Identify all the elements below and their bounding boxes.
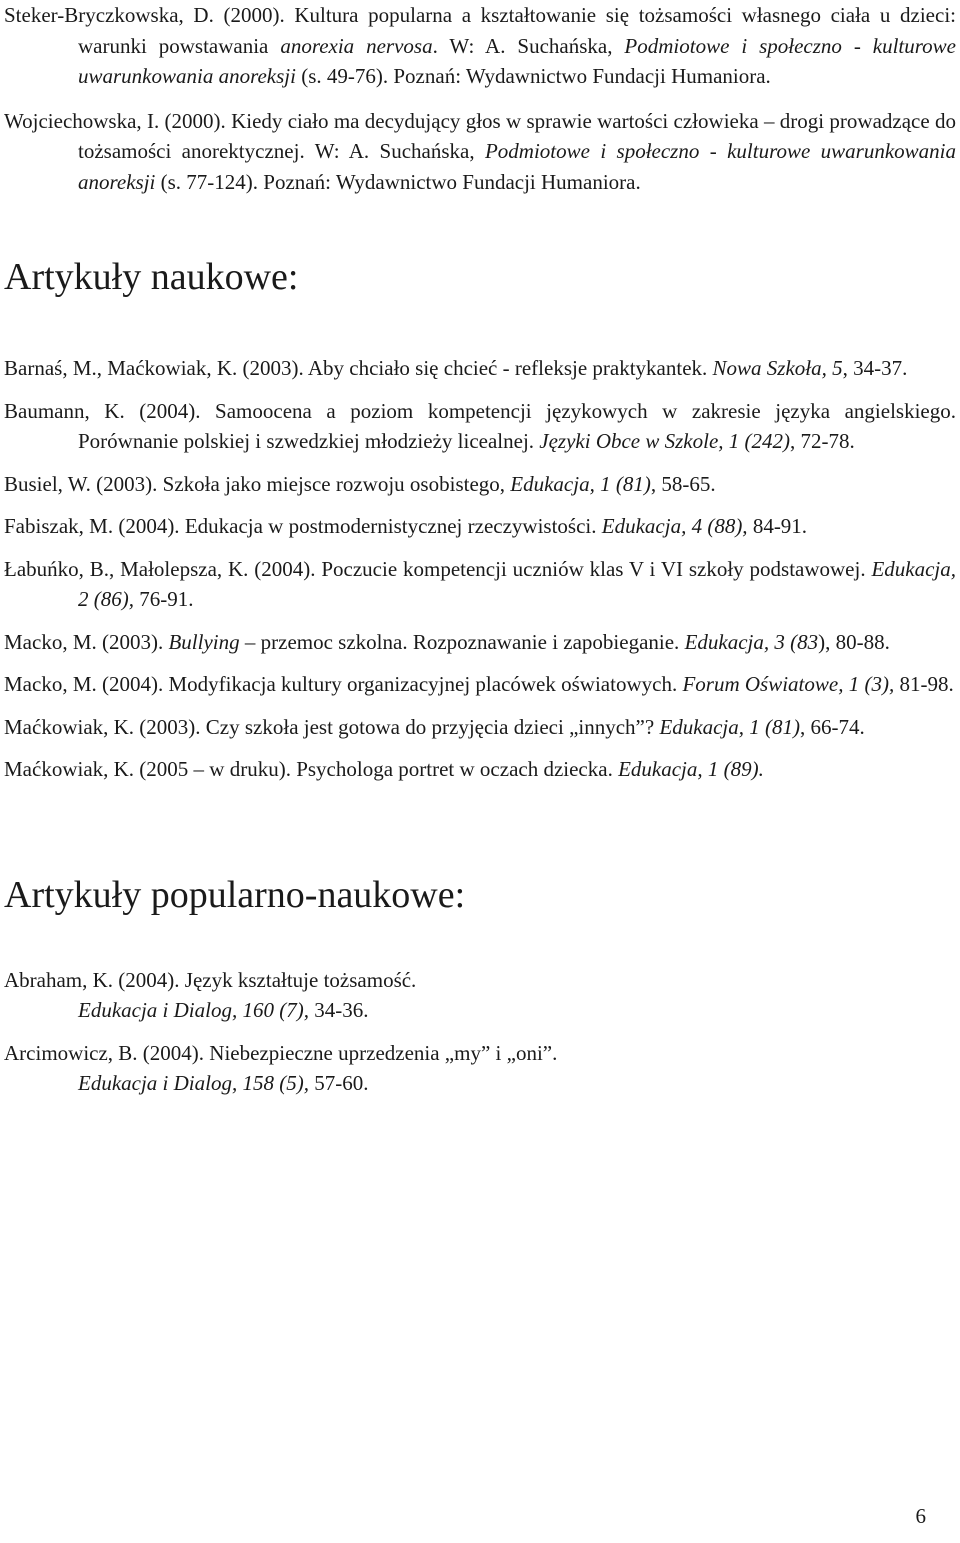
reference-journal: Edukacja i Dialog, 160 (7), (78, 998, 309, 1022)
reference-pages: 57-60. (308, 1071, 369, 1095)
reference-title: Czy szkoła jest gotowa do przyjęcia dzieci „innych”? (205, 714, 660, 739)
scientific-articles-list (4, 353, 956, 785)
reference-authors: Abraham, K. (2004). (4, 967, 185, 992)
reference-pages: , 72-78. (790, 429, 855, 453)
reference-title-italic: anorexia nervosa (280, 33, 433, 58)
reference-authors: Steker-Bryczkowska, D. (2000). (4, 3, 295, 27)
reference-entry (4, 754, 956, 785)
reference-title: Samoocena a poziom kompetencji językowych w zakresie języka angielskiego. Porównanie polskiej i szwedzkiej młodzieży licealnej. (78, 398, 956, 453)
reference-authors: Macko, M. (2003). (4, 629, 169, 654)
reference-title: Edukacja w postmodernistycznej rzeczywistości. (184, 514, 602, 538)
reference-editor: . W: A. Suchańska, (432, 33, 625, 58)
reference-title: Aby chciało się chcieć - refleksje praktykantek. (307, 356, 713, 380)
reference-authors: Fabiszak, M. (2004). (4, 514, 185, 538)
reference-authors: Barnaś, M., Maćkowiak, K. (2003). (4, 356, 308, 380)
reference-journal: Edukacja i Dialog, 158 (5), (78, 1071, 309, 1095)
reference-publisher: (s. 77-124). Poznań: Wydawnictwo Fundacji Humaniora. (155, 169, 641, 194)
reference-journal: Edukacja, 4 (88), (601, 514, 748, 538)
reference-entry (4, 965, 956, 1026)
reference-pages: , 66-74. (800, 714, 865, 739)
reference-entry (4, 353, 956, 384)
reference-book-title: Podmiotowe i społeczno - kulturowe uwarunkowania anoreksji (78, 139, 956, 194)
reference-entry (4, 511, 956, 542)
reference-journal: Edukacja, 1 (81) (510, 471, 651, 496)
reference-journal: Edukacja, 2 (86), (78, 556, 956, 611)
section-heading-scientific: Artykuły naukowe: (4, 256, 299, 298)
reference-title: – przemoc szkolna. Rozpoznawanie i zapobieganie. (239, 629, 685, 654)
reference-title: Język kształtuje tożsamość. (184, 967, 417, 992)
reference-entry (4, 712, 956, 743)
reference-entry (4, 396, 956, 457)
reference-title: Kiedy ciało ma decydujący głos w sprawie wartości człowieka – drogi prowadzące do tożsamości anorektycznej (78, 108, 956, 163)
reference-entry (4, 469, 956, 500)
reference-journal: Edukacja, 3 (83 (684, 629, 819, 654)
reference-authors: Macko, M. (2004). (4, 672, 169, 696)
reference-title: Szkoła jako miejsce rozwoju osobistego, (162, 471, 511, 496)
reference-entry (4, 106, 956, 198)
reference-pages: 81-98. (894, 672, 954, 696)
section-heading-popular: Artykuły popularno-naukowe: (4, 873, 466, 916)
reference-pages: 34-36. (308, 998, 369, 1022)
popular-articles-list (4, 965, 956, 1099)
reference-title: Modyfikacja kultury organizacyjnej placówek oświatowych. (168, 672, 683, 696)
reference-journal: Edukacja, 1 (89). (618, 757, 764, 781)
reference-authors: Maćkowiak, K. (2003). (4, 714, 206, 739)
reference-title: Niebezpieczne uprzedzenia „my” i „oni”. (209, 1040, 558, 1065)
reference-entry (4, 0, 956, 92)
reference-authors: Maćkowiak, K. (2005 – w druku). (4, 757, 297, 781)
reference-entry (4, 554, 956, 615)
reference-title: Kultura popularna a kształtowanie się tożsamości własnego ciała u dzieci: warunki powstawania (78, 3, 956, 58)
reference-title-italic: Bullying (168, 629, 240, 654)
reference-authors: Baumann, K. (2004). (4, 398, 216, 423)
page-number: 6 (915, 1504, 926, 1528)
reference-journal: Forum Oświatowe, 1 (3), (682, 672, 895, 696)
reference-entry (4, 1038, 956, 1099)
reference-pages: 76-91. (134, 587, 194, 611)
reference-title: Poczucie kompetencji uczniów klas V i VI szkoły podstawowej. (321, 556, 872, 581)
reference-entry (4, 627, 956, 658)
reference-authors: Wojciechowska, I. (2000). (4, 108, 232, 133)
reference-authors: Busiel, W. (2003). (4, 471, 163, 496)
reference-title: Psychologa portret w oczach dziecka. (296, 757, 619, 781)
reference-authors: Arcimowicz, B. (2004). (4, 1040, 210, 1065)
reference-authors: Łabuńko, B., Małolepsza, K. (2004). (4, 556, 322, 581)
document-page (4, 0, 956, 1099)
reference-editor: . W: A. Suchańska, (299, 139, 485, 163)
reference-pages: , 34-37. (842, 356, 908, 380)
reference-journal: Edukacja, 1 (81) (659, 714, 800, 739)
reference-journal: Języki Obce w Szkole, 1 (242) (539, 429, 791, 453)
reference-pages: 84-91. (747, 514, 808, 538)
reference-book-title: Podmiotowe i społeczno - kulturowe uwarunkowania anoreksji (78, 33, 956, 88)
reference-publisher: (s. 49-76). Poznań: Wydawnictwo Fundacji Humaniora. (295, 64, 771, 88)
reference-pages: ), 80-88. (818, 629, 890, 654)
reference-entry (4, 669, 956, 700)
reference-pages: , 58-65. (650, 471, 716, 496)
reference-journal: Nowa Szkoła, 5 (712, 356, 843, 380)
